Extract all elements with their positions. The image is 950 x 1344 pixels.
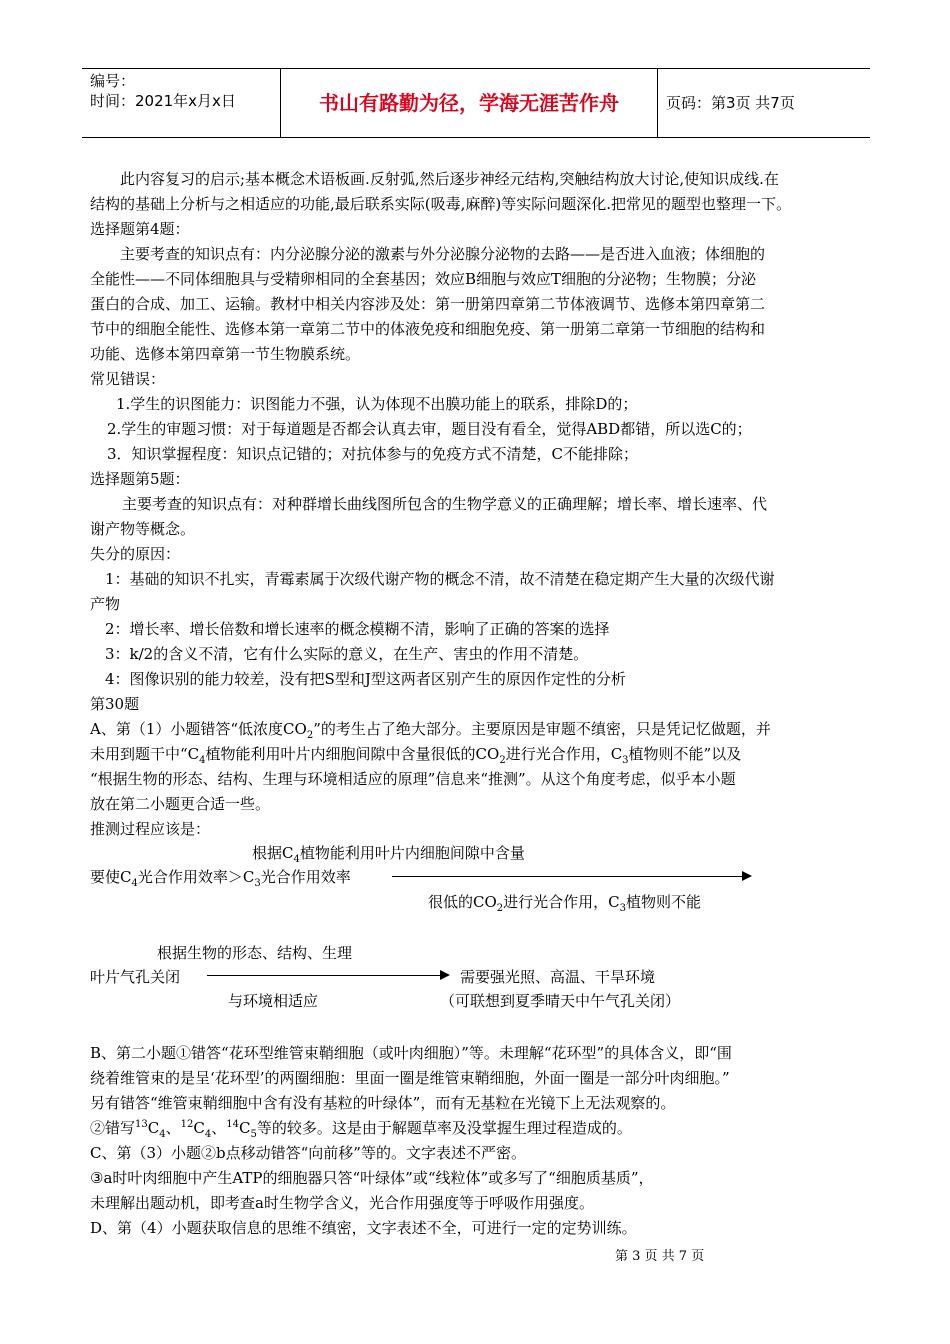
arrow-head-icon [440, 970, 450, 980]
list-item: 2：增长率、增长倍数和增长速率的概念模糊不清，影响了正确的答案的选择 [105, 620, 610, 638]
list-item: 3：k/2的含义不清，它有什么实际的意义，在生产、害虫的作用不清楚。 [105, 645, 589, 663]
paragraph-line: B、第二小题①错答“花环型维管束鞘细胞（或叶肉细胞）”等。未理解“花环型”的具体含义，即“围 [90, 1044, 732, 1062]
diagram1-left-label: 要使$C_4$光合作用效率$>C_3$光合作用效率 [90, 868, 351, 889]
list-item: 1.学生的识图能力：识图能力不强，认为体现不出膜功能上的联系，排除D的； [116, 395, 638, 413]
section-title: 常见错误： [90, 370, 166, 388]
list-item: 2.学生的审题习惯：对于每道题是否都会认真去审，题目没有看全，觉得ABD都错，所以选C的； [107, 420, 752, 438]
list-item: 4：图像识别的能力较差，没有把S型和J型这两者区别产生的原因作定性的分析 [105, 670, 626, 688]
header-motto: 书山有路勤为径，学海无涯苦作舟 [319, 91, 619, 115]
paragraph-line: 功能、选修本第四章第一节生物膜系统。 [90, 345, 361, 363]
paragraph-line: 放在第二小题更合适一些。 [90, 795, 271, 813]
arrow-head-icon [742, 871, 752, 881]
header-page-number: 页码：第3页 共7页 [666, 94, 795, 112]
list-item: 产物 [90, 595, 121, 613]
diagram2-left-label: 叶片气孔关闭 [90, 968, 181, 986]
paragraph-line: 节中的细胞全能性、选修本第一章第二节中的体液免疫和细胞免疫、第一册第二章第一节细胞的结构和 [90, 320, 766, 338]
section-title: 第30题 [90, 695, 140, 713]
paragraph-line: 全能性——不同体细胞具与受精卵相同的全套基因；效应B细胞与效应T细胞的分泌物；生物膜；分泌 [90, 270, 757, 288]
paragraph-line: A、第（1）小题错答“低浓度$CO_2$”的考生占了绝大部分。主要原因是审题不缜密，只是凭记忆做题，并 [90, 720, 771, 741]
document-header [82, 68, 870, 138]
header-divider [657, 69, 658, 137]
paragraph-line: 蛋白的合成、加工、运输。教材中相关内容涉及处：第一册第四章第二节体液调节、选修本第四章第二 [90, 295, 766, 313]
paragraph-line: “根据生物的形态、结构、生理与环境相适应的原理”信息来“推测”。从这个角度考虑，似乎本小题 [90, 770, 736, 788]
paragraph-line: 谢产物等概念。 [90, 520, 196, 538]
header-time: 时间：2021年x月x日 [90, 92, 236, 110]
paragraph-line: 未用到题干中“$C_4$植物能利用叶片内细胞间隙中含量很低的$CO_2$进行光合作用，$C_3$植物则不能”以及 [90, 745, 742, 766]
diagram2-bottom-left-label: 与环境相适应 [228, 992, 319, 1010]
paragraph-line: 未理解出题动机，即考查a时生物学含义，光合作用强度等于呼吸作用强度。 [90, 1194, 594, 1212]
page-footer: 第 3 页 共 7 页 [615, 1249, 705, 1264]
paragraph-line: D、第（4）小题获取信息的思维不缜密，文字表述不全，可进行一定的定势训练。 [90, 1219, 637, 1237]
paragraph-line: 主要考查的知识点有：内分泌腺分泌的激素与外分泌腺分泌物的去路——是否进入血液；体细胞的 [120, 245, 766, 263]
list-item: 3．知识掌握程度：知识点记错的；对抗体参与的免疫方式不清楚，C不能排除； [107, 445, 639, 463]
paragraph-line: ③a时叶肉细胞中产生ATP的细胞器只答“叶绿体”或“线粒体”或多写了“细胞质基质”， [90, 1169, 654, 1187]
paragraph-line: 另有错答“维管束鞘细胞中含有没有基粒的叶绿体”，而有无基粒在光镜下上无法观察的。 [90, 1094, 676, 1112]
paragraph-line: C、第（3）小题②b点移动错答“向前移”等的。文字表述不严密。 [90, 1144, 526, 1162]
diagram1-top-label: 根据$C_4$植物能利用叶片内细胞间隙中含量 [252, 844, 525, 865]
diagram1-arrow [392, 876, 742, 877]
header-number: 编号： [90, 72, 136, 90]
paragraph-line: 绕着维管束的是呈‘花环型’的两圈细胞：里面一圈是维管束鞘细胞，外面一圈是一部分叶肉细胞。” [90, 1069, 730, 1087]
section-title: 失分的原因： [90, 545, 181, 563]
paragraph-line: 推测过程应该是： [90, 820, 211, 838]
diagram2-arrow [207, 975, 440, 976]
document-body [90, 167, 860, 842]
diagram2-bottom-right-label: （可联想到夏季晴天中午气孔关闭） [440, 992, 681, 1010]
paragraph-line: 结构的基础上分析与之相适应的功能,最后联系实际(吸毒,麻醉)等实际问题深化.把常见的题型也整理一下。 [90, 195, 792, 213]
document-body-continued [90, 1041, 860, 1241]
diagram1-bottom-label: 很低的$CO_2$进行光合作用，$C_3$植物则不能 [428, 893, 702, 914]
header-meta [90, 71, 280, 111]
paragraph-line: 主要考查的知识点有：对种群增长曲线图所包含的生物学意义的正确理解；增长率、增长速率、代 [122, 495, 768, 513]
section-title: 选择题第5题： [90, 470, 190, 488]
list-item: 1：基础的知识不扎实，青霉素属于次级代谢产物的概念不清，故不清楚在稳定期产生大量的次级代谢 [105, 570, 775, 588]
paragraph-line: 此内容复习的启示;基本概念术语板画.反射弧,然后逐步神经元结构,突触结构放大讨论,使知识成线.在 [120, 170, 779, 188]
section-title: 选择题第4题： [90, 220, 190, 238]
paragraph-line: ②错写$^{13}C_4$、$^{12}C_4$、$^{14}C_5$等的较多。这是由于解题草率及没掌握生理过程造成的。 [90, 1119, 632, 1140]
diagram2-top-label: 根据生物的形态、结构、生理 [157, 944, 353, 962]
diagram2-right-label: 需要强光照、高温、干旱环境 [460, 968, 656, 986]
